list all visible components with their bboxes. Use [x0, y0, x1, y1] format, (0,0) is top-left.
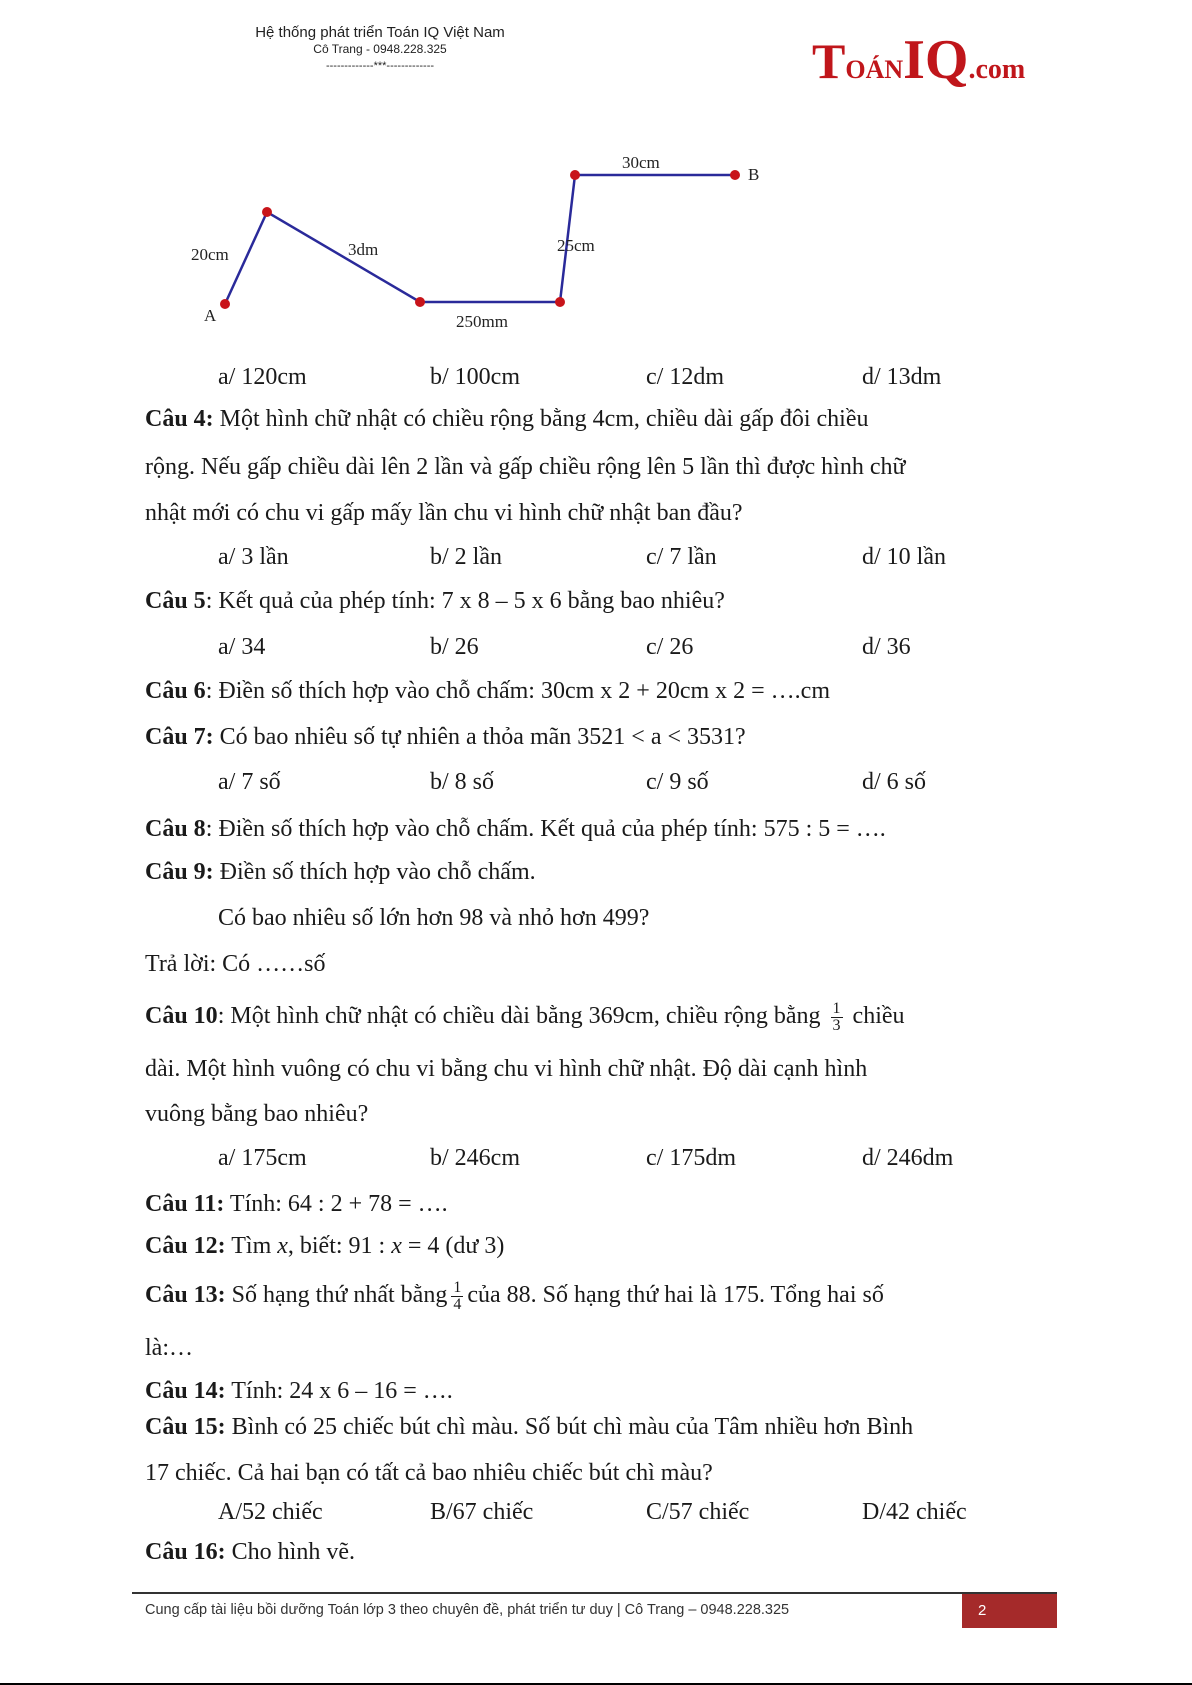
option-a[interactable]: a/ 3 lần: [218, 544, 289, 570]
q10-line3: vuông bằng bao nhiêu?: [145, 1101, 369, 1127]
option-b[interactable]: b/ 8 số: [430, 769, 495, 795]
q13-line1: Câu 13: Số hạng thứ nhất bằng $\frac{1}{4}$ của 88. Số hạng thứ hai là 175. Tổng hai số: [145, 1279, 884, 1313]
question-label: Câu 4:: [145, 406, 214, 432]
footer-text: Cung cấp tài liệu bồi dưỡng Toán lớp 3 theo chuyên đề, phát triển tư duy | Cô Trang – 0948.228.325: [145, 1602, 790, 1618]
broken-line: [225, 175, 735, 304]
option-d[interactable]: d/ 13dm: [862, 364, 942, 390]
fraction-one-third: $\frac{1}{3}$: [832, 1000, 841, 1034]
segment-250mm-label: 250mm: [456, 312, 508, 331]
option-a[interactable]: A/52 chiếc: [218, 1499, 323, 1525]
q4-line3: nhật mới có chu vi gấp mấy lần chu vi hình chữ nhật ban đầu?: [145, 500, 743, 526]
page-number-badge: 2: [962, 1594, 1057, 1628]
q13-line2: là:…: [145, 1335, 193, 1361]
option-b[interactable]: b/ 246cm: [430, 1145, 520, 1171]
option-b[interactable]: b/ 2 lần: [430, 544, 502, 570]
option-b[interactable]: b/ 26: [430, 634, 479, 660]
q7-line: Câu 7: Có bao nhiêu số tự nhiên a thỏa mãn 3521 < a < 3531?: [145, 724, 746, 750]
option-b[interactable]: b/ 100cm: [430, 364, 520, 390]
q5-line: Câu 5: Kết quả của phép tính: 7 x 8 – 5 x 6 bằng bao nhiêu?: [145, 588, 725, 614]
option-b[interactable]: B/67 chiếc: [430, 1499, 534, 1525]
fraction-one-quarter: $\frac{1}{4}$: [453, 1279, 462, 1313]
broken-line-figure: [180, 145, 800, 345]
option-d[interactable]: d/ 246dm: [862, 1145, 954, 1171]
segment-20cm-label: 20cm: [191, 245, 229, 264]
q6-line: Câu 6: Điền số thích hợp vào chỗ chấm: 30cm x 2 + 20cm x 2 = ….cm: [145, 678, 831, 704]
option-a[interactable]: a/ 34: [218, 634, 266, 660]
option-c[interactable]: c/ 9 số: [646, 769, 709, 795]
vertex-dots: [220, 170, 740, 309]
q10-line2: dài. Một hình vuông có chu vi bằng chu vi hình chữ nhật. Độ dài cạnh hình: [145, 1056, 868, 1082]
toaniq-logo: TOÁNIQ.com: [812, 29, 1026, 91]
header-org: Hệ thống phát triển Toán IQ Việt Nam: [255, 24, 505, 41]
option-a[interactable]: a/ 175cm: [218, 1145, 307, 1171]
option-d[interactable]: d/ 6 số: [862, 769, 927, 795]
option-c[interactable]: c/ 7 lần: [646, 544, 717, 570]
header-divider: -------------***-------------: [325, 60, 435, 72]
q15-line2: 17 chiếc. Cả hai bạn có tất cả bao nhiêu chiếc bút chì màu?: [145, 1460, 713, 1486]
option-a[interactable]: a/ 120cm: [218, 364, 307, 390]
q9-line: Câu 9: Điền số thích hợp vào chỗ chấm.: [145, 859, 536, 885]
option-d[interactable]: d/ 36: [862, 634, 911, 660]
point-a-label: A: [204, 306, 217, 325]
q9-subquestion: Có bao nhiêu số lớn hơn 98 và nhỏ hơn 499?: [218, 905, 650, 931]
option-c[interactable]: c/ 12dm: [646, 364, 724, 390]
option-c[interactable]: c/ 175dm: [646, 1145, 736, 1171]
option-a[interactable]: a/ 7 số: [218, 769, 281, 795]
q16-line: Câu 16: Cho hình vẽ.: [145, 1539, 355, 1565]
option-d[interactable]: d/ 10 lần: [862, 544, 946, 570]
header-teacher: Cô Trang - 0948.228.325: [313, 42, 447, 56]
q11-line: Câu 11: Tính: 64 : 2 + 78 = ….: [145, 1191, 448, 1217]
segment-3dm-label: 3dm: [348, 240, 379, 259]
q8-line: Câu 8: Điền số thích hợp vào chỗ chấm. Kết quả của phép tính: 575 : 5 = ….: [145, 816, 886, 842]
q12-line: Câu 12: Tìm x, biết: 91 : x = 4 (dư 3): [145, 1233, 505, 1259]
option-d[interactable]: D/42 chiếc: [862, 1499, 967, 1525]
point-b-label: B: [748, 165, 760, 184]
option-c[interactable]: C/57 chiếc: [646, 1499, 750, 1525]
segment-30cm-label: 30cm: [622, 153, 660, 172]
q15-line1: Câu 15: Bình có 25 chiếc bút chì màu. Số bút chì màu của Tâm nhiều hơn Bình: [145, 1414, 914, 1440]
q9-answer: Trả lời: Có ……số: [145, 951, 326, 977]
segment-25cm-label: 25cm: [557, 236, 595, 255]
q4-line1: Câu 4: Một hình chữ nhật có chiều rộng bằng 4cm, chiều dài gấp đôi chiều: [145, 406, 869, 432]
header-org-block: [220, 24, 540, 75]
q14-line: Câu 14: Tính: 24 x 6 – 16 = ….: [145, 1378, 453, 1404]
option-c[interactable]: c/ 26: [646, 634, 694, 660]
q4-line2: rộng. Nếu gấp chiều dài lên 2 lần và gấp chiều rộng lên 5 lần thì được hình chữ: [145, 454, 906, 480]
q10-line1: Câu 10: Một hình chữ nhật có chiều dài bằng 369cm, chiều rộng bằng $\frac{1}{3}$ chiều: [145, 1000, 905, 1034]
footer-divider: [132, 1592, 1057, 1594]
